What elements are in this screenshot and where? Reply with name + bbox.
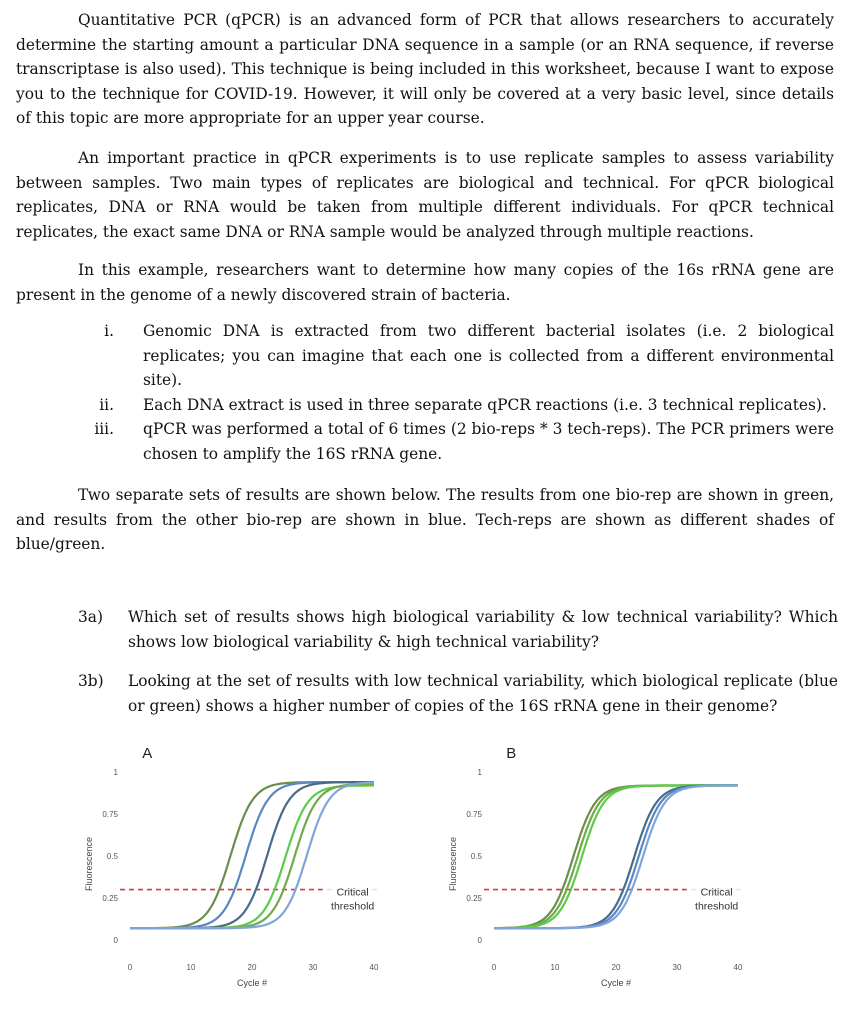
question-3b — [78, 669, 838, 718]
x-tick-label: 30 — [308, 963, 318, 972]
threshold-label: threshold — [695, 900, 739, 913]
y-axis-label: Fluorescence — [448, 836, 458, 892]
list-item — [0, 393, 848, 418]
chart-title: A — [142, 745, 153, 762]
list-item-number: iii. — [94, 420, 114, 439]
question-number: 3a) — [78, 608, 103, 626]
threshold-label: Critical — [700, 886, 733, 899]
threshold-label: Critical — [336, 886, 369, 899]
results-paragraph: Two separate sets of results are shown below. The results from one bio-rep are shown in green, and results from the other bio-rep are shown in blue. Tech-reps are shown as different shades of blue/green. — [16, 486, 834, 554]
chart-b-svg — [436, 740, 816, 1024]
y-tick-label: 0.5 — [470, 852, 482, 861]
y-tick-label: 0.75 — [466, 810, 482, 819]
x-axis-label: Cycle # — [600, 978, 632, 988]
y-tick-label: 0 — [477, 936, 482, 945]
chart-title: B — [506, 745, 517, 762]
x-tick-label: 20 — [247, 963, 257, 972]
question-3a — [78, 605, 838, 654]
x-tick-label: 40 — [369, 963, 379, 972]
y-tick-label: 0 — [113, 936, 118, 945]
x-axis-label: Cycle # — [236, 978, 268, 988]
procedure-list — [0, 319, 848, 467]
list-item-number: ii. — [99, 395, 114, 414]
y-tick-label: 0.25 — [102, 894, 118, 903]
list-item-text: Each DNA extract is used in three separate qPCR reactions (i.e. 3 technical replicates). — [143, 395, 827, 414]
x-tick-label: 20 — [611, 963, 621, 972]
list-item-text: Genomic DNA is extracted from two different bacterial isolates (i.e. 2 biological replicates; you can imagine that each one is collected from a different environmental site). — [143, 322, 834, 390]
x-tick-label: 0 — [127, 963, 133, 972]
question-number: 3b) — [78, 672, 104, 690]
replicates-paragraph: An important practice in qPCR experiments is to use replicate samples to assess variability between samples. Two main types of replicates are biological and technical. For qPCR biological replicates, DNA or RNA would be taken from multiple different individuals. For qPCR technical replicates, the exact same DNA or RNA sample would be analyzed through multiple reactions. — [16, 149, 834, 241]
threshold-label: threshold — [331, 900, 375, 913]
list-item-number: i. — [104, 322, 114, 340]
y-tick-label: 1 — [477, 768, 482, 777]
chart-a — [72, 740, 452, 1024]
question-text: Which set of results shows high biological variability & low technical variability? Which shows low biological variability & high technical variability? — [128, 608, 838, 651]
chart-a-svg — [72, 740, 452, 1024]
x-tick-label: 40 — [733, 963, 743, 972]
x-tick-label: 10 — [550, 963, 560, 972]
x-tick-label: 10 — [186, 963, 196, 972]
y-axis-label: Fluorescence — [84, 836, 94, 892]
list-item — [0, 417, 848, 466]
list-item-text: qPCR was performed a total of 6 times (2 bio-reps * 3 tech-reps). The PCR primers were chosen to amplify the 16S rRNA gene. — [143, 420, 834, 463]
chart-b — [436, 740, 816, 1024]
question-text: Looking at the set of results with low technical variability, which biological replicate (blue or green) shows a higher number of copies of the 16S rRNA gene in their genome? — [128, 672, 838, 715]
y-tick-label: 0.25 — [466, 894, 482, 903]
y-tick-label: 0.75 — [102, 810, 118, 819]
x-tick-label: 30 — [672, 963, 682, 972]
y-tick-label: 1 — [113, 768, 118, 777]
list-item — [0, 319, 848, 393]
x-tick-label: 0 — [491, 963, 497, 972]
intro-paragraph: Quantitative PCR (qPCR) is an advanced form of PCR that allows researchers to accurately determine the starting amount a particular DNA sequence in a sample (or an RNA sequence, if reverse transcriptase is also used). This technique is being included in this worksheet, because I want to expose you to the technique for COVID-19. However, it will only be covered at a very basic level, since details of this topic are more appropriate for an upper year course. — [16, 11, 834, 128]
example-paragraph: In this example, researchers want to determine how many copies of the 16s rRNA gene are present in the genome of a newly discovered strain of bacteria. — [16, 261, 834, 304]
y-tick-label: 0.5 — [106, 852, 118, 861]
